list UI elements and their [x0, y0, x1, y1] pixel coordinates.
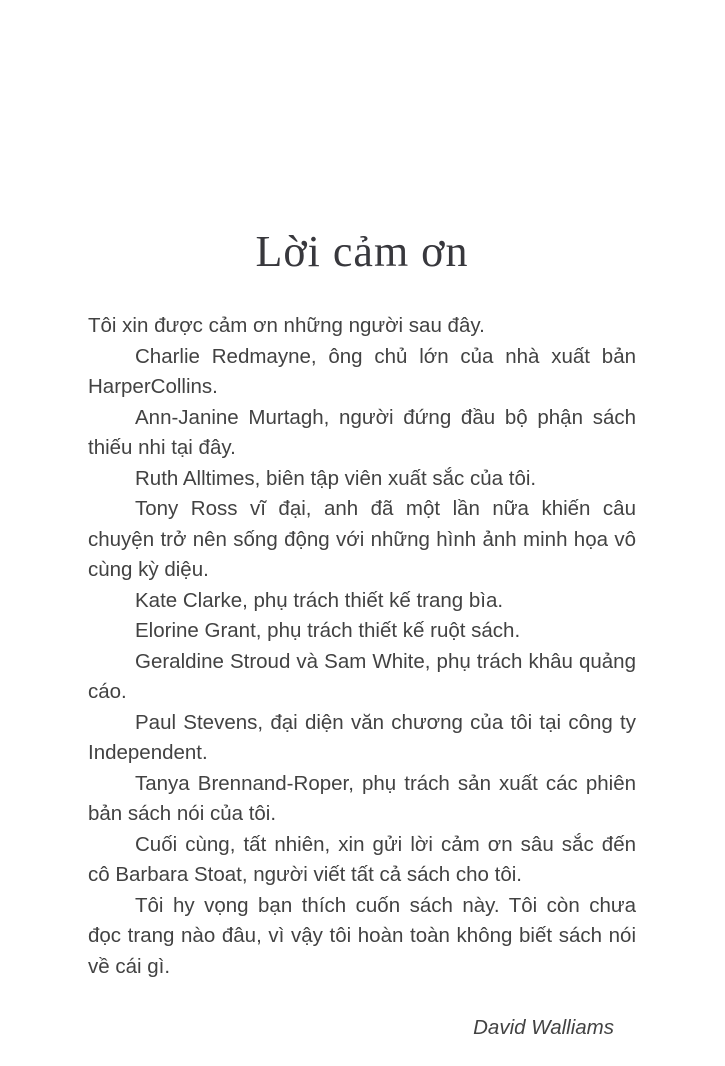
paragraph: Kate Clarke, phụ trách thiết kế trang bìa.: [135, 588, 504, 612]
paragraph: Tanya Brennand-Roper, phụ trách sản xuất các phiên bản sách nói của tôi.: [88, 771, 636, 825]
paragraph: Tony Ross vĩ đại, anh đã một lần nữa khiến câu chuyện trở nên sống động với những hình ảnh minh họa vô cùng kỳ diệu.: [88, 497, 636, 581]
acknowledgments-body: [88, 311, 636, 1044]
page-title: Lời cảm ơn: [255, 227, 469, 276]
paragraph: Tôi hy vọng bạn thích cuốn sách này. Tôi còn chưa đọc trang nào đâu, vì vậy tôi hoàn toàn không biết sách nói về cái gì.: [88, 893, 636, 978]
paragraph: Cuối cùng, tất nhiên, xin gửi lời cảm ơn sâu sắc đến cô Barbara Stoat, người viết tất cả sách cho tôi.: [88, 832, 636, 886]
paragraph: Charlie Redmayne, ông chủ lớn của nhà xuất bản HarperCollins.: [88, 344, 636, 398]
paragraph: Tôi xin được cảm ơn những người sau đây.: [88, 314, 485, 337]
paragraph: Ruth Alltimes, biên tập viên xuất sắc của tôi.: [135, 466, 537, 490]
paragraph: Geraldine Stroud và Sam White, phụ trách khâu quảng cáo.: [88, 649, 636, 703]
paragraph: Paul Stevens, đại diện văn chương của tôi tại công ty Independent.: [88, 710, 636, 764]
author-signature: David Walliams: [473, 1016, 614, 1039]
paragraph: Ann-Janine Murtagh, người đứng đầu bộ phận sách thiếu nhi tại đây.: [88, 405, 636, 459]
paragraph: Elorine Grant, phụ trách thiết kế ruột sách.: [135, 619, 521, 642]
